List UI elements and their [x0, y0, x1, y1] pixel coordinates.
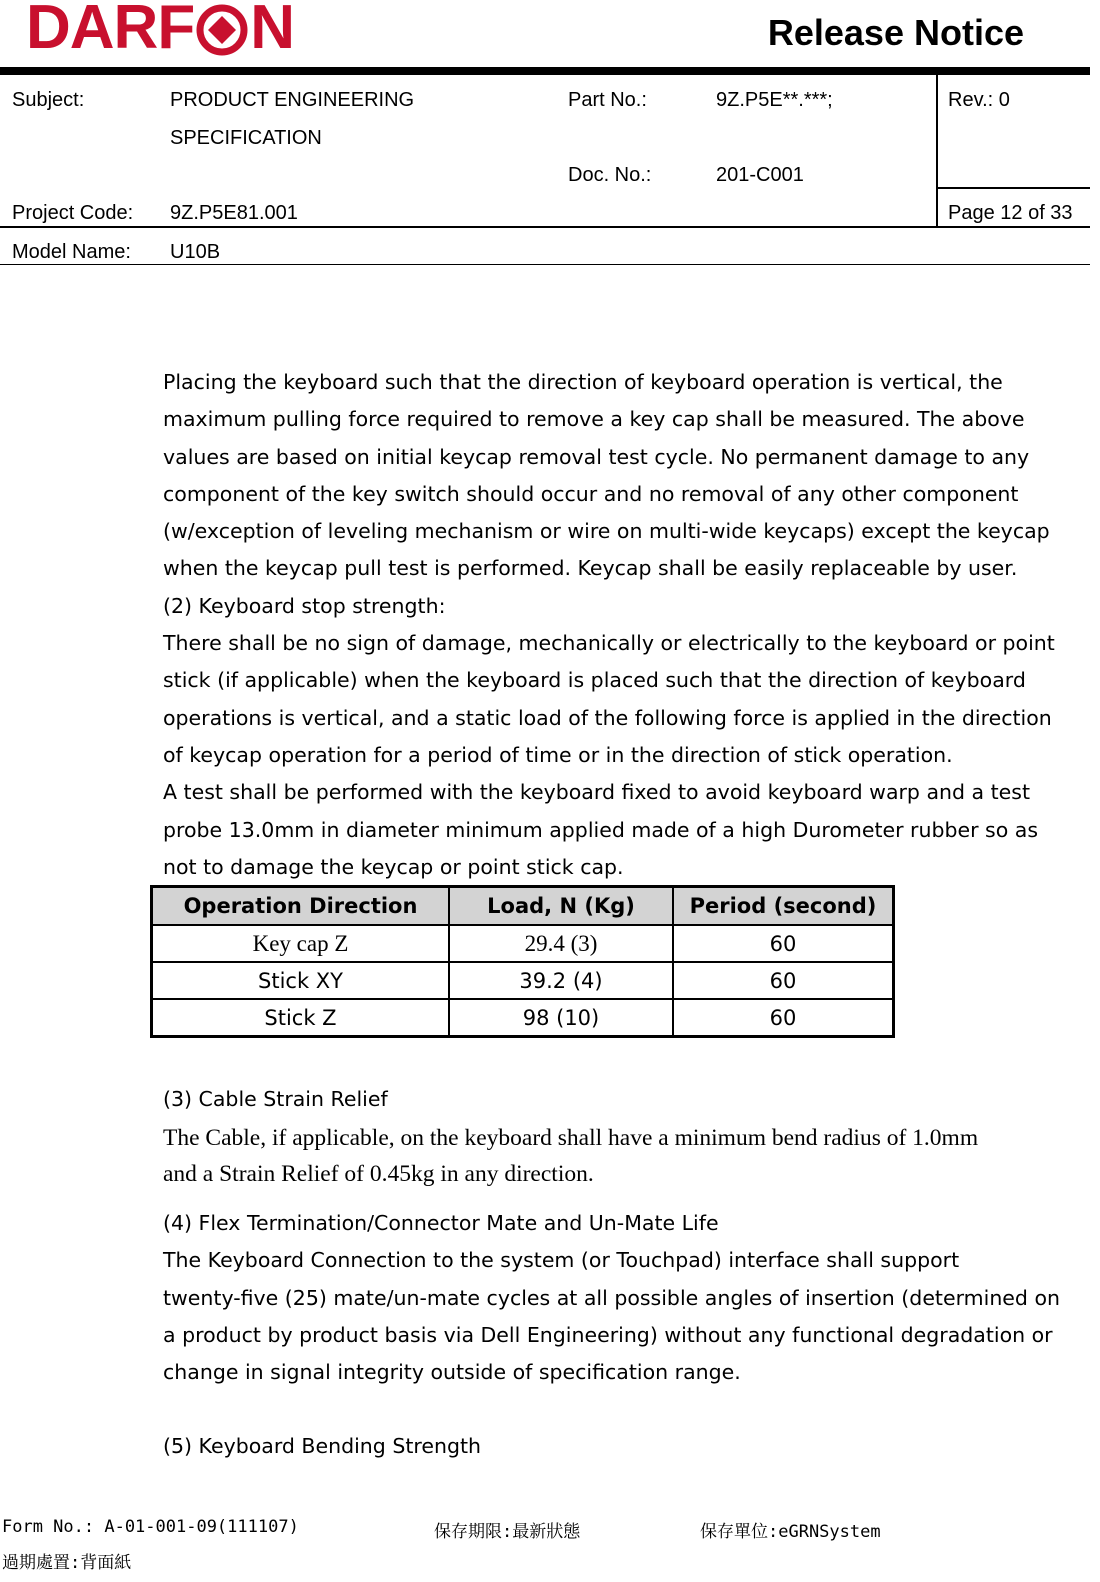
text-line: component of the key switch should occur and no removal of any other component — [163, 481, 1019, 506]
text-line: a product by product basis via Dell Engineering) without any functional degradation or — [163, 1322, 1053, 1347]
text-line: A test shall be performed with the keyboard fixed to avoid keyboard warp and a test — [163, 780, 1030, 805]
table-cell: Stick Z — [152, 999, 450, 1037]
text-line: of keycap operation for a period of time or in the direction of stick operation. — [163, 742, 953, 767]
table-cell: 39.2 (4) — [449, 962, 673, 999]
form-number: Form No.: A-01-001-09(111107) — [2, 1517, 299, 1537]
text-line: operations is vertical, and a static load of the following force is applied in the direction — [163, 705, 1052, 730]
table-row — [152, 999, 894, 1037]
table-cell: 29.4 (3) — [449, 925, 673, 962]
text-line: maximum pulling force required to remove a key cap shall be measured. The above — [163, 407, 1025, 432]
table-row — [152, 925, 894, 962]
cable-strain-heading-block — [163, 1081, 1063, 1118]
header-vertical-divider — [936, 75, 938, 227]
table-cell: Key cap Z — [152, 925, 450, 962]
subject-value-line1: PRODUCT ENGINEERING — [170, 89, 415, 111]
table-header-cell: Load, N (Kg) — [449, 887, 673, 926]
stop-strength-table — [150, 885, 895, 1038]
header-bottom-rule — [0, 264, 1090, 265]
flex-termination-block — [163, 1205, 1063, 1391]
cable-strain-paragraph — [163, 1120, 978, 1192]
text-line: change in signal integrity outside of specification range. — [163, 1360, 741, 1385]
revision: Rev.: 0 — [948, 89, 1010, 111]
doc-no-label: Doc. No.: — [568, 164, 652, 186]
text-line: when the keycap pull test is performed. Keycap shall be easily replaceable by user. — [163, 556, 1018, 581]
table-cell: 60 — [673, 962, 894, 999]
section-heading: (5) Keyboard Bending Strength — [163, 1434, 482, 1458]
keycap-pull-paragraph — [163, 364, 1063, 886]
model-name-value: U10B — [170, 241, 221, 263]
document-title: Release Notice — [767, 12, 1024, 53]
header-row-divider — [0, 226, 1090, 228]
darfon-logo: DARF N — [26, 0, 294, 62]
table-row — [152, 962, 894, 999]
section-heading: (2) Keyboard stop strength: — [163, 593, 446, 618]
doc-no-value: 201-C001 — [716, 164, 804, 186]
table-header-cell: Period (second) — [673, 887, 894, 926]
subject-label: Subject: — [12, 89, 85, 111]
text-line: (w/exception of leveling mechanism or wire on multi-wide keycaps) except the keycap — [163, 519, 1050, 544]
part-no-value: 9Z.P5E**.***; — [716, 89, 833, 111]
section-heading: (3) Cable Strain Relief — [163, 1087, 388, 1111]
table-cell: Stick XY — [152, 962, 450, 999]
table-header-row — [152, 887, 894, 926]
retention-unit: 保存單位:eGRNSystem — [700, 1522, 881, 1542]
text-line: and a Strain Relief of 0.45kg in any direction. — [163, 1161, 594, 1187]
text-line: There shall be no sign of damage, mechanically or electrically to the keyboard or point — [163, 631, 1055, 656]
model-name-label: Model Name: — [12, 241, 131, 263]
project-code-label: Project Code: — [12, 202, 134, 224]
text-line: not to damage the keycap or point stick cap. — [163, 854, 624, 879]
project-code-value: 9Z.P5E81.001 — [170, 202, 298, 224]
text-line: values are based on initial keycap removal test cycle. No permanent damage to any — [163, 444, 1030, 469]
text-line: probe 13.0mm in diameter minimum applied made of a high Durometer rubber so as — [163, 817, 1039, 842]
header-thick-rule — [0, 67, 1090, 75]
bending-strength-block — [163, 1428, 1063, 1465]
header-rev-divider — [936, 187, 1090, 189]
section-heading: (4) Flex Termination/Connector Mate and Un-Mate Life — [163, 1211, 719, 1235]
text-line: The Keyboard Connection to the system (or Touchpad) interface shall support — [163, 1248, 960, 1273]
text-line: stick (if applicable) when the keyboard is placed such that the direction of keyboard — [163, 668, 1026, 693]
text-line: twenty-five (25) mate/un-mate cycles at all possible angles of insertion (determined on — [163, 1285, 1060, 1310]
page-number: Page 12 of 33 — [948, 202, 1073, 224]
table-cell: 60 — [673, 925, 894, 962]
part-no-label: Part No.: — [568, 89, 647, 111]
retention-period: 保存期限:最新狀態 — [434, 1522, 581, 1542]
expiry-handling: 過期處置:背面紙 — [2, 1553, 132, 1573]
text-line: The Cable, if applicable, on the keyboard shall have a minimum bend radius of 1.0mm — [163, 1125, 979, 1151]
logo-o-emblem — [196, 2, 248, 54]
subject-value-line2: SPECIFICATION — [170, 127, 322, 149]
table-header-cell: Operation Direction — [152, 887, 450, 926]
text-line: Placing the keyboard such that the direction of keyboard operation is vertical, the — [163, 370, 1003, 394]
table-cell: 60 — [673, 999, 894, 1037]
table-cell: 98 (10) — [449, 999, 673, 1037]
